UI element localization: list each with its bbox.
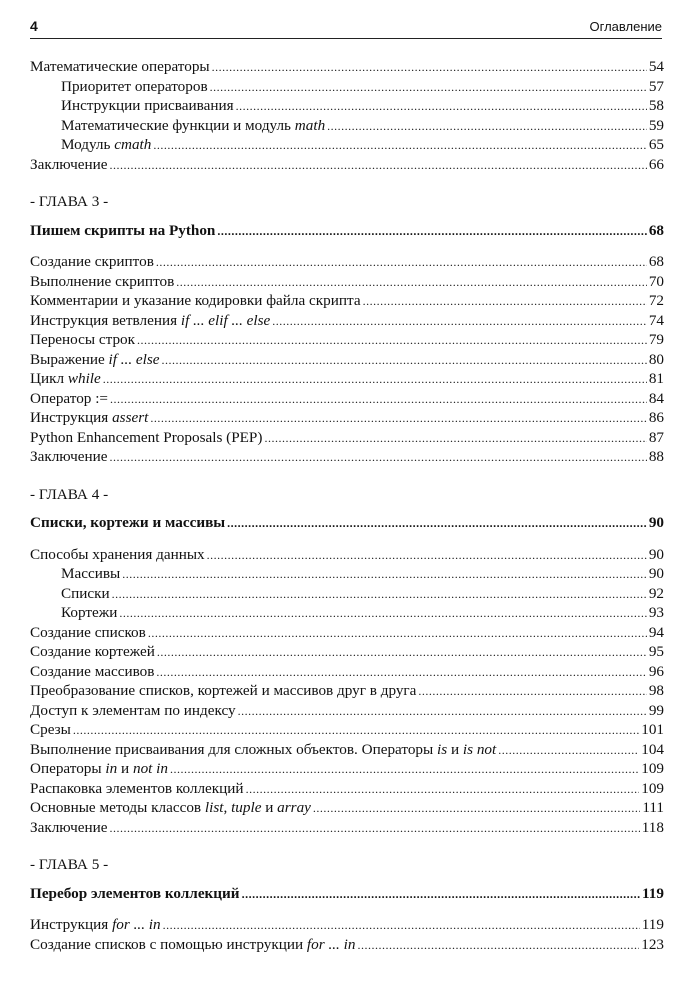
italic-term: for ... in	[112, 916, 161, 933]
toc-entry-title	[30, 915, 161, 935]
dot-leader	[246, 779, 640, 800]
chapter-3-title-row[interactable]	[30, 221, 664, 241]
toc-entry-title	[30, 642, 155, 662]
italic-term: if ... elif ... else	[180, 311, 271, 329]
dot-leader	[112, 584, 647, 605]
dot-leader	[363, 291, 647, 312]
toc-entry-title	[30, 623, 146, 643]
entry-text: Создание скриптов	[30, 253, 154, 270]
toc-entry-page: 109	[641, 760, 664, 777]
toc-entry-page: 59	[648, 116, 664, 134]
entry-text: Заключение	[30, 155, 108, 173]
toc-entry[interactable]	[30, 564, 664, 584]
chapter-5-title: Перебор элементов коллекций	[30, 884, 240, 902]
toc-entry-title	[30, 272, 174, 292]
italic-term: for ... in	[306, 935, 356, 953]
dot-leader	[272, 311, 647, 332]
toc-entry-title	[30, 681, 416, 701]
dot-leader	[110, 389, 647, 410]
chapter-4-entries	[30, 545, 664, 838]
dot-leader	[418, 681, 646, 702]
entry-text: Доступ к элементам по индексу	[30, 701, 236, 719]
toc-entry-page: 99	[648, 701, 664, 719]
toc-entry-title	[30, 935, 355, 955]
toc-entry-page: 123	[641, 935, 664, 953]
dot-leader	[150, 408, 646, 429]
toc-entry[interactable]	[30, 350, 664, 370]
chapter-4-title: Списки, кортежи и массивы	[30, 514, 226, 531]
toc-entry-page: 58	[648, 97, 664, 114]
toc-entry-title	[30, 447, 107, 467]
toc-entry[interactable]	[30, 428, 664, 448]
dot-leader	[73, 720, 639, 741]
toc-entry-title	[30, 389, 108, 409]
entry-text: и	[117, 760, 133, 777]
toc-entry-page: 79	[648, 331, 664, 348]
italic-term: while	[67, 370, 101, 387]
toc-entry-title	[61, 135, 151, 155]
toc-entry-title	[30, 408, 148, 428]
toc-entry[interactable]	[30, 759, 664, 779]
toc-entry-page: 87	[648, 428, 664, 446]
toc-entry[interactable]	[30, 642, 664, 662]
toc-entry[interactable]	[30, 311, 664, 331]
entry-text: Инструкция	[30, 916, 113, 933]
entry-text: и	[447, 740, 463, 758]
entry-text: Кортежи	[61, 604, 118, 621]
dot-leader	[162, 350, 647, 371]
toc-entry-page: 72	[648, 292, 664, 309]
chapter-5-page: 119	[642, 884, 664, 902]
toc-entry[interactable]	[30, 77, 664, 97]
toc-entry[interactable]	[30, 155, 664, 175]
italic-term: tuple	[231, 799, 262, 816]
entry-text: Срезы	[30, 721, 71, 738]
toc-entry[interactable]	[30, 116, 664, 136]
italic-term: not in	[132, 760, 168, 777]
dot-leader	[153, 135, 646, 156]
toc-entry[interactable]	[30, 96, 664, 116]
toc-entry-page: 95	[648, 643, 664, 660]
italic-term: is not	[462, 740, 497, 758]
dot-leader	[498, 740, 639, 761]
italic-term: in	[105, 760, 118, 777]
toc-entry[interactable]	[30, 818, 664, 838]
toc-entry[interactable]	[30, 545, 664, 565]
entry-text: Распаковка элементов коллекций	[30, 779, 244, 797]
dot-leader	[176, 272, 647, 293]
toc-entry[interactable]	[30, 915, 664, 935]
toc-entry-title	[30, 720, 71, 740]
entry-text: Массивы	[61, 565, 121, 582]
toc-entry[interactable]	[30, 603, 664, 623]
toc-entry[interactable]	[30, 369, 664, 389]
toc-entry-page: 74	[648, 311, 664, 329]
entry-text: Заключение	[30, 818, 108, 836]
toc-entry-title	[30, 252, 154, 272]
dot-leader	[227, 513, 647, 534]
toc-entry[interactable]	[30, 740, 664, 760]
entry-text: Создание массивов	[30, 662, 155, 680]
entry-text: Модуль	[61, 136, 115, 153]
toc-entry-page: 109	[641, 779, 664, 797]
entry-text: Выполнение скриптов	[30, 272, 175, 290]
toc-entry[interactable]	[30, 330, 664, 350]
toc-entry[interactable]	[30, 291, 664, 311]
toc-entry[interactable]	[30, 701, 664, 721]
entry-text: Python Enhancement Proposals (PEP)	[30, 428, 263, 446]
entry-text: Оператор :=	[30, 389, 108, 407]
toc-entry-title	[30, 818, 107, 838]
toc-entry-title	[30, 330, 135, 350]
dot-leader	[137, 330, 647, 351]
toc-entry[interactable]	[30, 57, 664, 77]
dot-leader	[217, 221, 646, 242]
toc-entry-page: 111	[642, 799, 664, 816]
dot-leader	[238, 701, 647, 722]
toc-entry-title	[61, 116, 325, 136]
toc-entry-title	[30, 798, 311, 818]
italic-term: list	[204, 799, 224, 816]
entry-text: Переносы строк	[30, 331, 136, 348]
entry-text: Списки	[61, 584, 110, 602]
toc-block-1	[30, 57, 664, 174]
entry-text: Инструкция	[30, 409, 113, 426]
entry-text: Инструкция ветвления	[30, 311, 181, 329]
entry-text: и	[261, 799, 278, 816]
toc-entry-page: 66	[648, 155, 664, 173]
entry-text: Математические функции и модуль	[61, 116, 295, 134]
toc-entry-page: 101	[641, 721, 664, 738]
toc-entry-page: 86	[648, 409, 664, 426]
toc-entry-title	[61, 564, 120, 584]
chapter-5-entries	[30, 915, 664, 954]
chapter-4-label: - ГЛАВА 4 -	[30, 485, 109, 503]
toc-entry-page: 118	[641, 818, 664, 836]
toc-entry-page: 90	[648, 565, 664, 582]
toc-entry-page: 90	[648, 545, 664, 563]
italic-term: array	[277, 799, 311, 816]
running-title: Оглавление	[589, 19, 662, 34]
toc-entry-title	[30, 155, 107, 175]
dot-leader	[119, 603, 646, 624]
entry-text: Преобразование списков, кортежей и массивов друг в друга	[30, 682, 417, 699]
entry-text: Заключение	[30, 448, 108, 465]
toc-entry-page: 92	[648, 584, 664, 602]
dot-leader	[109, 818, 639, 839]
toc-entry-page: 119	[641, 916, 664, 933]
toc-entry-page: 57	[648, 77, 664, 95]
toc-entry-page: 68	[648, 253, 664, 270]
entry-text: Создание списков	[30, 623, 146, 641]
entry-text: Комментарии и указание кодировки файла скрипта	[30, 292, 361, 309]
dot-leader	[109, 447, 646, 468]
entry-text: ,	[223, 799, 232, 816]
toc-entry-title	[30, 428, 262, 448]
dot-leader	[327, 116, 647, 137]
toc-entry-page: 93	[648, 604, 664, 621]
page-header	[30, 18, 662, 39]
dot-leader	[357, 935, 639, 956]
toc-entry[interactable]	[30, 720, 664, 740]
toc-entry-page: 81	[648, 370, 664, 387]
dot-leader	[210, 77, 647, 98]
entry-text: Выполнение присваивания для сложных объектов. Операторы	[30, 740, 438, 758]
italic-term: cmath	[114, 136, 152, 153]
toc-entry[interactable]	[30, 935, 664, 955]
toc-entry-title	[30, 291, 361, 311]
toc-entry[interactable]	[30, 798, 664, 818]
dot-leader	[264, 428, 646, 449]
dot-leader	[242, 884, 640, 905]
chapter-5-title-row[interactable]	[30, 884, 664, 904]
entry-text: Выражение	[30, 350, 109, 368]
dot-leader	[122, 564, 647, 585]
toc-entry[interactable]	[30, 779, 664, 799]
table-of-contents	[30, 57, 664, 954]
toc-entry-page: 84	[648, 389, 664, 407]
toc-entry[interactable]	[30, 584, 664, 604]
dot-leader	[313, 798, 640, 819]
toc-entry-title	[30, 545, 205, 565]
entry-text: Основные методы классов	[30, 799, 205, 816]
toc-entry[interactable]	[30, 408, 664, 428]
dot-leader	[109, 155, 646, 176]
toc-entry-title	[30, 311, 270, 331]
page-number: 4	[30, 18, 38, 34]
dot-leader	[207, 545, 647, 566]
toc-entry-page: 96	[648, 662, 664, 680]
chapter-3-page: 68	[648, 221, 664, 239]
toc-entry-page: 88	[648, 448, 664, 465]
dot-leader	[212, 57, 647, 78]
dot-leader	[236, 96, 647, 117]
toc-entry-title	[30, 369, 101, 389]
italic-term: is	[437, 740, 448, 758]
italic-term: if ... else	[108, 350, 160, 368]
toc-entry-title	[30, 57, 210, 77]
toc-entry-title	[30, 779, 244, 799]
dot-leader	[103, 369, 647, 390]
toc-entry-title	[61, 603, 117, 623]
toc-entry-page: 98	[648, 682, 664, 699]
entry-text: Цикл	[30, 370, 68, 387]
toc-entry[interactable]	[30, 681, 664, 701]
chapter-5-label: - ГЛАВА 5 -	[30, 856, 109, 873]
toc-entry-title	[30, 701, 236, 721]
entry-text: Математические операторы	[30, 58, 210, 75]
entry-text: Инструкции присваивания	[61, 97, 234, 114]
dot-leader	[157, 642, 647, 663]
toc-entry[interactable]	[30, 389, 664, 409]
toc-entry-title	[30, 662, 154, 682]
toc-entry-title	[30, 740, 496, 760]
chapter-3-label: - ГЛАВА 3 -	[30, 193, 109, 210]
toc-entry-page: 54	[648, 58, 664, 75]
toc-entry-title	[61, 96, 234, 116]
entry-text: Способы хранения данных	[30, 545, 205, 563]
toc-entry[interactable]	[30, 623, 664, 643]
toc-entry[interactable]	[30, 135, 664, 155]
toc-entry-title	[61, 584, 110, 604]
toc-entry-page: 80	[648, 350, 664, 368]
toc-entry-title	[30, 759, 168, 779]
dot-leader	[148, 623, 647, 644]
toc-entry[interactable]	[30, 662, 664, 682]
toc-entry-title	[61, 77, 208, 97]
chapter-3-entries	[30, 252, 664, 467]
toc-entry-page: 65	[648, 136, 664, 153]
dot-leader	[156, 662, 646, 683]
chapter-3-title: Пишем скрипты на Python	[30, 221, 216, 239]
italic-term: math	[294, 116, 326, 134]
italic-term: assert	[112, 409, 149, 426]
chapter-4-title-row[interactable]	[30, 513, 664, 533]
entry-text: Создание кортежей	[30, 643, 155, 660]
entry-text: Операторы	[30, 760, 106, 777]
entry-text: Приоритет операторов	[61, 77, 208, 95]
entry-text: Создание списков с помощью инструкции	[30, 935, 307, 953]
dot-leader	[170, 759, 639, 780]
toc-entry-title	[30, 350, 160, 370]
toc-entry[interactable]	[30, 272, 664, 292]
toc-entry-page: 70	[648, 272, 664, 290]
toc-entry[interactable]	[30, 447, 664, 467]
toc-entry-page: 94	[648, 623, 664, 641]
toc-entry-page: 104	[641, 740, 664, 758]
dot-leader	[156, 252, 647, 273]
dot-leader	[163, 915, 640, 936]
chapter-4-page: 90	[648, 514, 664, 531]
toc-entry[interactable]	[30, 252, 664, 272]
